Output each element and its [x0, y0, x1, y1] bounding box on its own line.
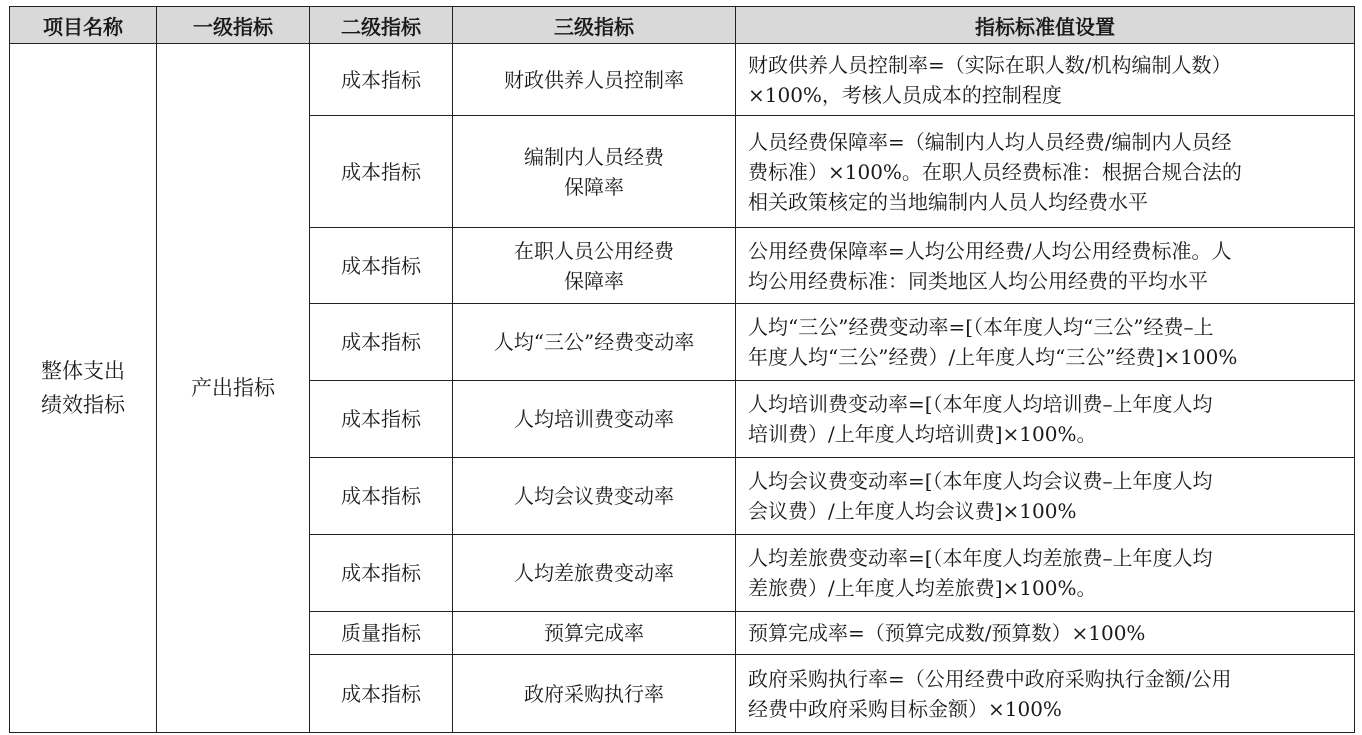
header-level3: 三级指标	[453, 7, 736, 44]
level3-cell	[453, 44, 736, 116]
level1-cell: 产出指标	[157, 44, 310, 733]
indicator-table	[9, 6, 1355, 733]
level2-cell: 成本指标	[310, 381, 453, 458]
standard-line: 政府采购执行率=（公用经费中政府采购执行金额/公用	[748, 666, 1232, 691]
level2-cell: 成本指标	[310, 116, 453, 228]
standard-cell	[736, 535, 1355, 612]
level3-cell	[453, 381, 736, 458]
standard-line: ×100%，考核人员成本的控制程度	[748, 82, 1062, 107]
standard-line: 费标准）×100%。在职人员经费标准：根据合规合法的	[748, 159, 1242, 184]
standard-line: 人均“三公”经费变动率=[（本年度人均“三公”经费–上	[748, 315, 1214, 339]
level2-cell: 成本指标	[310, 655, 453, 733]
header-project-name: 项目名称	[10, 7, 157, 44]
standard-line: 预算完成率=（预算完成数/预算数）×100%	[748, 621, 1146, 645]
level3-line: 财政供养人员控制率	[504, 67, 684, 92]
standard-line: 培训费）/上年度人均培训费]×100%。	[748, 422, 1097, 446]
level3-line: 保障率	[564, 268, 624, 293]
level2-cell: 成本指标	[310, 304, 453, 381]
header-row	[10, 7, 1355, 44]
level3-cell	[453, 612, 736, 655]
standard-cell	[736, 228, 1355, 304]
level2-cell: 成本指标	[310, 228, 453, 304]
standard-line: 人均培训费变动率=[（本年度人均培训费–上年度人均	[748, 392, 1213, 416]
standard-line: 人员经费保障率=（编制内人均人员经费/编制内人员经	[748, 129, 1232, 154]
standard-line: 年度人均“三公”经费）/上年度人均“三公”经费]×100%	[748, 345, 1238, 369]
standard-line: 差旅费）/上年度人均差旅费]×100%。	[748, 576, 1097, 600]
level3-line: 人均培训费变动率	[514, 407, 674, 431]
header-level2: 二级指标	[310, 7, 453, 44]
level3-cell	[453, 535, 736, 612]
standard-line: 公用经费保障率=人均公用经费/人均公用经费标准。人	[748, 238, 1232, 263]
level3-cell	[453, 228, 736, 304]
standard-cell	[736, 381, 1355, 458]
level3-line: 人均差旅费变动率	[514, 561, 674, 585]
standard-line: 财政供养人员控制率=（实际在职人数/机构编制人数）	[748, 52, 1232, 77]
standard-line: 均公用经费标准：同类地区人均公用经费的平均水平	[748, 268, 1208, 293]
level3-line: 在职人员公用经费	[514, 238, 674, 263]
header-standard: 指标标准值设置	[736, 7, 1355, 44]
standard-cell	[736, 458, 1355, 535]
level2-cell: 质量指标	[310, 612, 453, 655]
standard-cell	[736, 116, 1355, 228]
level3-line: 保障率	[564, 174, 624, 199]
level3-cell	[453, 116, 736, 228]
level3-line: 人均“三公”经费变动率	[493, 330, 695, 354]
standard-cell	[736, 612, 1355, 655]
standard-line: 人均会议费变动率=[（本年度人均会议费–上年度人均	[748, 469, 1213, 493]
level3-line: 编制内人员经费	[524, 144, 664, 169]
level3-cell	[453, 458, 736, 535]
standard-cell	[736, 304, 1355, 381]
standard-cell	[736, 655, 1355, 733]
project-name-line: 绩效指标	[41, 393, 125, 417]
standard-line: 相关政策核定的当地编制内人员人均经费水平	[748, 189, 1148, 214]
header-level1: 一级指标	[157, 7, 310, 44]
project-name-cell	[10, 44, 157, 733]
project-name-line: 整体支出	[41, 359, 125, 383]
level2-cell: 成本指标	[310, 458, 453, 535]
standard-line: 会议费）/上年度人均会议费]×100%	[748, 499, 1077, 523]
standard-line: 经费中政府采购目标金额）×100%	[748, 696, 1062, 721]
level3-line: 人均会议费变动率	[514, 484, 674, 508]
standard-line: 人均差旅费变动率=[（本年度人均差旅费–上年度人均	[748, 546, 1213, 570]
level3-cell	[453, 655, 736, 733]
level3-cell	[453, 304, 736, 381]
table-row	[10, 44, 1355, 116]
standard-cell	[736, 44, 1355, 116]
level3-line: 政府采购执行率	[524, 681, 664, 706]
level2-cell: 成本指标	[310, 44, 453, 116]
level3-line: 预算完成率	[544, 621, 644, 645]
level2-cell: 成本指标	[310, 535, 453, 612]
